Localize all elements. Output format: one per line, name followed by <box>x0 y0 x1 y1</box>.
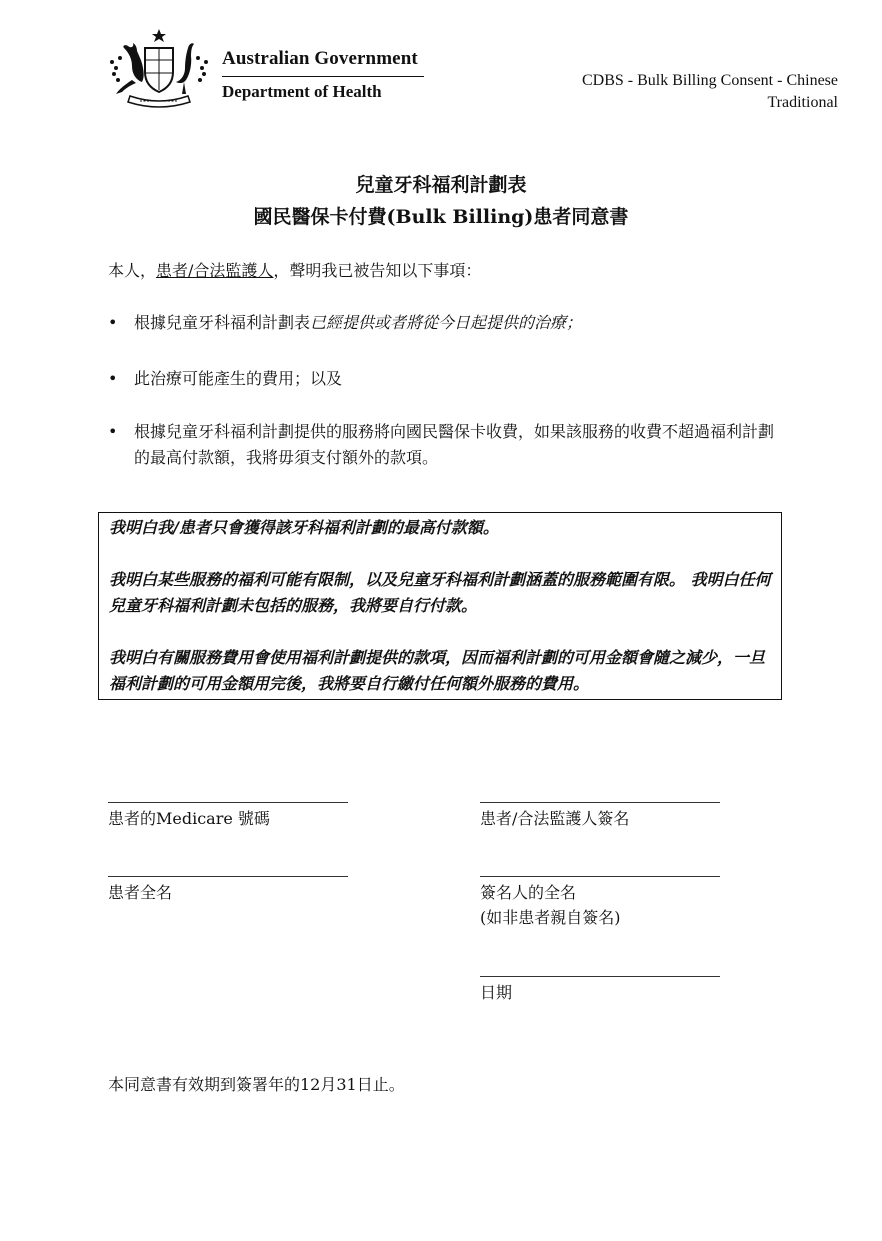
date-field[interactable] <box>480 976 720 977</box>
list-item-text: 根據兒童牙科福利計劃提供的服務將向國民醫保卡收費，如果該服務的收費不超過福利計劃的最高付款額，我將毋須支付額外的款項。 <box>134 422 775 467</box>
validity-note: 本同意書有效期到簽署年的12月31日止。 <box>108 1075 405 1094</box>
list-item-text: 此治療可能產生的費用；以及 <box>134 369 343 388</box>
medicare-number-field[interactable] <box>108 802 348 803</box>
date-label: 日期 <box>480 983 513 1002</box>
full-name-field[interactable] <box>108 876 348 877</box>
intro-prefix: 本人， <box>108 261 157 280</box>
acknowledgement-text: 我明白我/患者只會獲得該牙科福利計劃的最高付款額。 <box>109 518 499 537</box>
medicare-number-label: 患者的Medicare 號碼 <box>108 809 270 828</box>
acknowledgement-text: 我明白有關服務費用會使用福利計劃提供的款項，因而福利計劃的可用金額會隨之減少，一旦福利計劃的可用金額用完後，我將要自行繳付任何額外服務的費用。 <box>109 648 766 693</box>
document-code-line-2: Traditional <box>767 94 838 111</box>
full-name-label: 患者全名 <box>108 883 173 902</box>
government-name: Australian Government <box>222 48 418 69</box>
document-code-line-1: CDBS - Bulk Billing Consent - Chinese <box>581 72 838 89</box>
intro-suffix: ，聲明我已被告知以下事項： <box>273 261 482 280</box>
signer-full-name-field[interactable] <box>480 876 720 877</box>
header-divider <box>222 76 424 77</box>
bullet-icon: • <box>108 313 118 332</box>
signer-full-name-label: 簽名人的全名 <box>480 883 577 902</box>
list-item-text: 根據兒童牙科福利計劃表已經提供或者將從今日起提供的治療； <box>134 313 583 332</box>
intro-role: 患者/合法監護人 <box>156 261 274 280</box>
acknowledgement-box <box>98 512 782 700</box>
department-name: Department of Health <box>222 82 382 101</box>
signature-label: 患者/合法監護人簽名 <box>480 809 630 828</box>
declaration-intro <box>108 258 481 281</box>
signer-note: (如非患者親自簽名) <box>480 908 621 927</box>
bullet-icon: • <box>108 422 118 441</box>
document-code <box>538 70 838 114</box>
form-subtitle: 國民醫保卡付費(Bulk Billing)患者同意書 <box>253 206 629 228</box>
bullet-icon: • <box>108 369 118 388</box>
signature-field[interactable] <box>480 802 720 803</box>
acknowledgement-text: 我明白某些服務的福利可能有限制，以及兒童牙科福利計劃涵蓋的服務範圍有限。 我明白任何兒童牙科福利計劃未包括的服務，我將要自行付款。 <box>109 570 771 615</box>
coat-of-arms-logo <box>106 28 212 108</box>
form-title: 兒童牙科福利計劃表 <box>355 174 527 196</box>
